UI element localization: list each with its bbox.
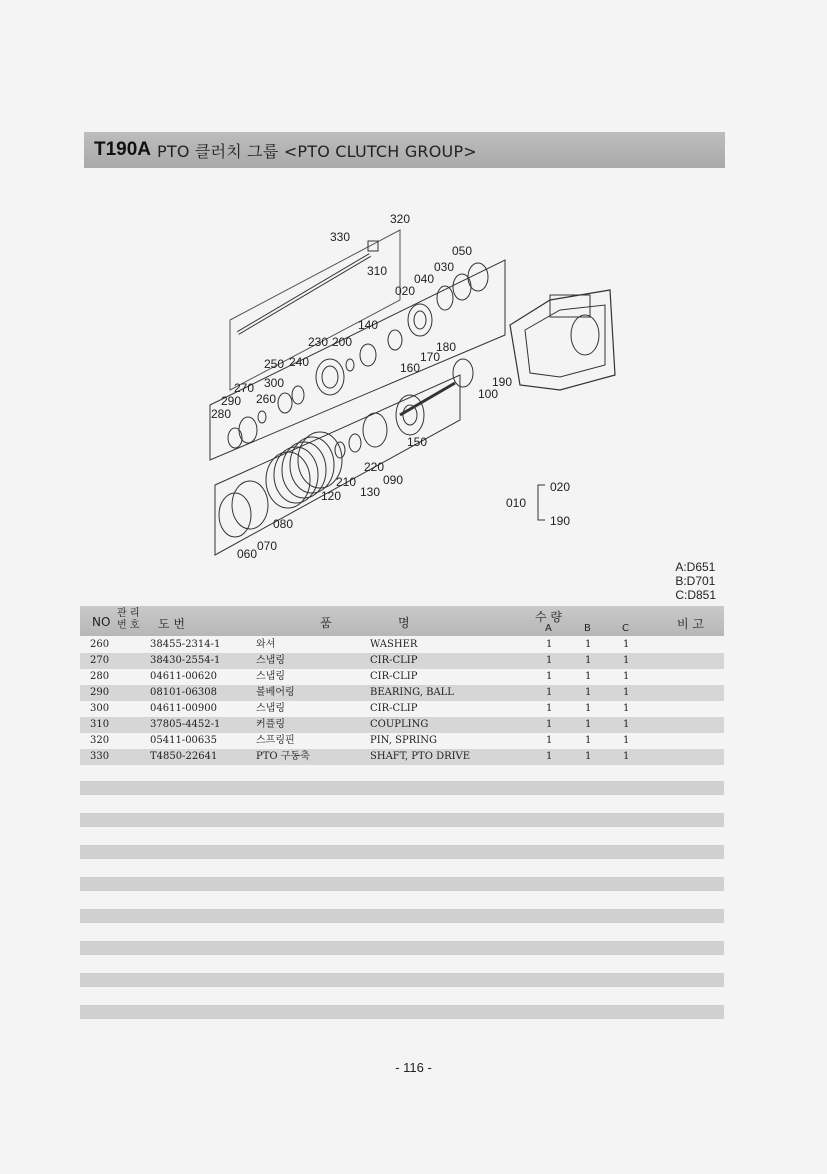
row-qty-c: 1 xyxy=(623,687,630,698)
assembly-child-1: 020 xyxy=(550,480,571,494)
row-qty-b: 1 xyxy=(585,719,592,730)
parts-table-header xyxy=(80,606,724,636)
row-qty-c: 1 xyxy=(623,671,630,682)
row-kor-name: 스냅링 xyxy=(256,655,285,666)
row-part-no: 38455-2314-1 xyxy=(150,639,221,650)
row-qty-a: 1 xyxy=(546,639,553,650)
header-name-2: 명 xyxy=(398,616,410,630)
row-part-no: T4850-22641 xyxy=(150,751,218,762)
row-part-no: 08101-06308 xyxy=(150,687,218,698)
table-row xyxy=(80,669,724,685)
row-qty-b: 1 xyxy=(585,735,592,746)
row-qty-a: 1 xyxy=(546,751,553,762)
header-name-1: 품 xyxy=(320,616,332,630)
row-qty-c: 1 xyxy=(623,639,630,650)
header-qty: 수 량 xyxy=(535,610,562,624)
row-kor-name: 스냅링 xyxy=(256,703,285,714)
header-col-c: C xyxy=(622,623,629,634)
row-part-no: 05411-00635 xyxy=(150,735,218,746)
row-eng-name: SHAFT, PTO DRIVE xyxy=(370,751,471,762)
callout-160: 160 xyxy=(400,361,421,375)
row-no: 260 xyxy=(90,639,110,650)
model-a: A:D651 xyxy=(675,560,716,574)
empty-row-band xyxy=(80,973,724,987)
row-kor-name: PTO 구동축 xyxy=(256,751,310,762)
header-no: NO xyxy=(92,615,111,629)
header-part-no: 도 번 xyxy=(158,617,185,631)
row-kor-name: 커플링 xyxy=(256,719,285,730)
row-qty-b: 1 xyxy=(585,671,592,682)
row-qty-a: 1 xyxy=(546,719,553,730)
row-qty-b: 1 xyxy=(585,639,592,650)
callout-080: 080 xyxy=(273,517,294,531)
callout-040: 040 xyxy=(414,272,435,286)
table-row xyxy=(80,717,724,733)
callout-220: 220 xyxy=(364,460,385,474)
model-c: C:D851 xyxy=(675,588,716,602)
row-qty-b: 1 xyxy=(585,703,592,714)
row-qty-b: 1 xyxy=(585,687,592,698)
row-eng-name: WASHER xyxy=(370,639,418,650)
exploded-parts-diagram xyxy=(200,205,620,570)
callout-250: 250 xyxy=(264,357,285,371)
header-col-a: A xyxy=(545,623,552,634)
callout-200: 200 xyxy=(332,335,353,349)
table-row xyxy=(80,653,724,669)
row-kor-name: 볼베어링 xyxy=(256,687,295,698)
row-qty-a: 1 xyxy=(546,671,553,682)
callout-190: 190 xyxy=(492,375,513,389)
row-eng-name: CIR-CLIP xyxy=(370,703,418,714)
assembly-parent-label: 010 xyxy=(506,496,527,510)
header-mgmt-bottom: 번 호 xyxy=(117,620,140,631)
callout-240: 240 xyxy=(289,355,310,369)
group-title: PTO 클러치 그룹 <PTO CLUTCH GROUP> xyxy=(157,141,477,161)
row-kor-name: 스프링핀 xyxy=(256,735,295,746)
callout-140: 140 xyxy=(358,318,379,332)
empty-row-band xyxy=(80,941,724,955)
callout-320: 320 xyxy=(390,212,411,226)
group-code: T190A xyxy=(94,139,152,160)
row-part-no: 04611-00900 xyxy=(150,703,218,714)
row-no: 280 xyxy=(90,671,110,682)
empty-row-band xyxy=(80,1005,724,1019)
table-row xyxy=(80,701,724,717)
row-qty-c: 1 xyxy=(623,751,630,762)
row-no: 270 xyxy=(90,655,110,666)
table-row xyxy=(80,637,724,653)
row-part-no: 37805-4452-1 xyxy=(150,719,221,730)
table-row xyxy=(80,685,724,701)
section-title-bar xyxy=(84,132,725,168)
row-eng-name: PIN, SPRING xyxy=(370,735,437,746)
row-no: 330 xyxy=(90,751,110,762)
row-eng-name: COUPLING xyxy=(370,719,429,730)
callout-270: 270 xyxy=(234,381,255,395)
callout-050: 050 xyxy=(452,244,473,258)
callout-120: 120 xyxy=(321,489,342,503)
row-no: 320 xyxy=(90,735,110,746)
row-eng-name: CIR-CLIP xyxy=(370,671,418,682)
row-no: 300 xyxy=(90,703,110,714)
callout-070: 070 xyxy=(257,539,278,553)
empty-row-band xyxy=(80,813,724,827)
header-col-b: B xyxy=(584,623,591,634)
callout-020: 020 xyxy=(395,284,416,298)
row-qty-b: 1 xyxy=(585,751,592,762)
row-eng-name: BEARING, BALL xyxy=(370,687,454,698)
row-part-no: 04611-00620 xyxy=(150,671,218,682)
callout-300: 300 xyxy=(264,376,285,390)
callout-170: 170 xyxy=(420,350,441,364)
model-legend xyxy=(675,560,716,602)
callout-280: 280 xyxy=(211,407,232,421)
model-b: B:D701 xyxy=(675,574,716,588)
header-mgmt-top: 관 리 xyxy=(117,608,140,619)
row-no: 290 xyxy=(90,687,110,698)
callout-310: 310 xyxy=(367,264,388,278)
row-qty-a: 1 xyxy=(546,735,553,746)
page-number: - 116 - xyxy=(395,1060,432,1075)
callout-030: 030 xyxy=(434,260,455,274)
callout-230: 230 xyxy=(308,335,329,349)
row-qty-a: 1 xyxy=(546,703,553,714)
callout-150: 150 xyxy=(407,435,428,449)
row-qty-c: 1 xyxy=(623,719,630,730)
callout-130: 130 xyxy=(360,485,381,499)
callout-260: 260 xyxy=(256,392,277,406)
row-kor-name: 스냅링 xyxy=(256,671,285,682)
row-kor-name: 와셔 xyxy=(256,639,276,650)
empty-row-band xyxy=(80,781,724,795)
callout-060: 060 xyxy=(237,547,258,561)
row-qty-b: 1 xyxy=(585,655,592,666)
callout-180: 180 xyxy=(436,340,457,354)
callout-100: 100 xyxy=(478,387,499,401)
empty-row-band xyxy=(80,877,724,891)
table-row xyxy=(80,733,724,749)
row-qty-a: 1 xyxy=(546,655,553,666)
assembly-child-2: 190 xyxy=(550,514,571,528)
callout-090: 090 xyxy=(383,473,404,487)
row-part-no: 38430-2554-1 xyxy=(150,655,221,666)
header-remarks: 비 고 xyxy=(677,617,704,631)
table-row xyxy=(80,749,724,765)
row-eng-name: CIR-CLIP xyxy=(370,655,418,666)
callout-290: 290 xyxy=(221,394,242,408)
row-qty-c: 1 xyxy=(623,655,630,666)
empty-row-band xyxy=(80,909,724,923)
row-no: 310 xyxy=(90,719,110,730)
row-qty-a: 1 xyxy=(546,687,553,698)
callout-330: 330 xyxy=(330,230,351,244)
row-qty-c: 1 xyxy=(623,703,630,714)
empty-row-band xyxy=(80,845,724,859)
callout-210: 210 xyxy=(336,475,357,489)
row-qty-c: 1 xyxy=(623,735,630,746)
